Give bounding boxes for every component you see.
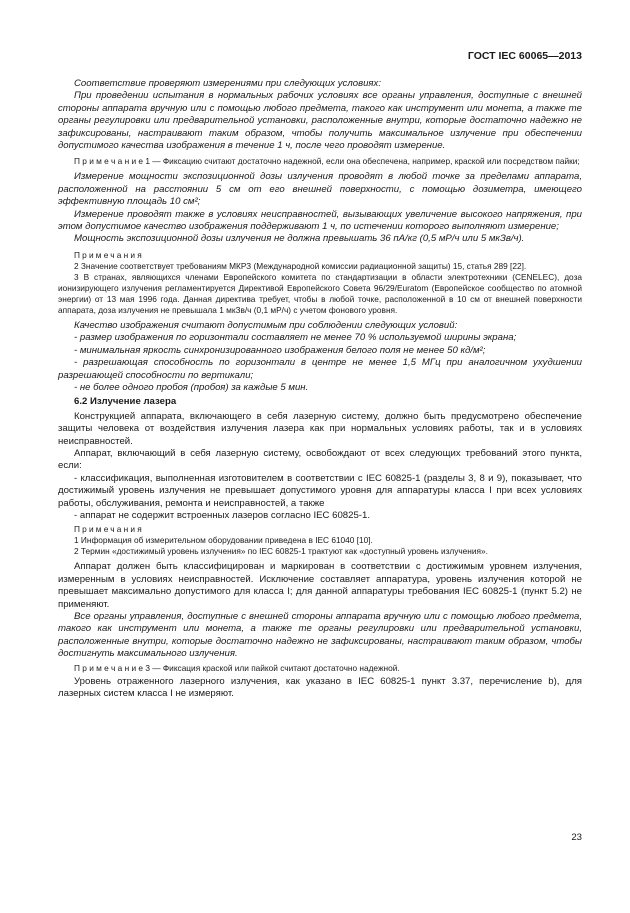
note-4: 1 Информация об измерительном оборудовании приведена в IEC 61040 [10]. — [74, 535, 373, 546]
paragraph: Конструкцией аппарата, включающего в себя лазерную систему, должно быть предусмотрено обеспечение защиты человека от воздействия излучения лазера как при нормальных условиях работы, так и в условиях неисправностей. — [58, 410, 582, 447]
paragraph: При проведении испытания в нормальных рабочих условиях все органы управления, доступные с внешней стороны аппарата вручную или с помощью любого предмета, такого как инструмент или монета, а также те органы регулировки или предварительной установки, расположенные внутри, которые достаточно надежно не зафиксированы, настраивают таким образом, чтобы получить максимальное излучение при обеспечении допустимого качества изображения в течение 1 ч, после чего проводят измерение. — [58, 90, 582, 152]
note-6 — [58, 663, 582, 674]
list-item: - размер изображения по горизонтали составляет не менее 70 % используемой ширины экрана; — [74, 332, 517, 344]
notes-heading: Примечания — [74, 524, 144, 535]
paragraph: Качество изображения считают допустимым при соблюдении следующих условий: — [74, 319, 458, 331]
list-item: - разрешающая способность по горизонтали в центре не менее 1,5 МГц при аналогичном ухудшении разрешающей способности по вертикали; — [58, 357, 582, 381]
document-header: ГОСТ IEC 60065—2013 — [467, 50, 582, 62]
paragraph: Измерение мощности экспозиционной дозы излучения проводят в любой точке за пределами аппарата, расположенной на расстоянии 5 см от его внешней поверхности, с помощью дозиметра, имеющего эффективную площадь 10 см²; — [58, 171, 582, 208]
paragraph: Аппарат должен быть классифицирован и маркирован в соответствии с достижимым уровнем излучения, измеренным в условиях неисправностей. Исключение составляет аппаратура, уровень излучения которой не превышает максимально допустимого для класса I; для данной аппаратуры требования IEC 60825-1 (пункт 5.2) не применяют. — [58, 561, 582, 610]
paragraph: Мощность экспозиционной дозы излучения не должна превышать 36 пА/кг (0,5 мР/ч или 5 мкЗв/ч). — [74, 233, 525, 245]
paragraph: Уровень отраженного лазерного излучения, как указано в IEC 60825-1 пункт 3.37, перечисление b), для лазерных систем класса I не измеряют. — [58, 675, 582, 700]
paragraph: Соответствие проверяют измерениями при следующих условиях: — [74, 78, 382, 89]
note-label: П р и м е ч а н и е 1 — [74, 156, 150, 167]
list-item: - аппарат не содержит встроенных лазеров согласно IEC 60825-1. — [74, 509, 370, 521]
note-label: П р и м е ч а н и е 3 — [74, 662, 150, 673]
paragraph: Измерение проводят также в условиях неисправностей, вызывающих увеличение высокого напряжения, при этом допустимое качество изображения поддерживают 1 ч, по истечении которого выполняют измерение; — [58, 208, 582, 233]
note-1 — [58, 156, 582, 167]
note-text: — Фиксация краской или пайкой считают достаточно надежной. — [149, 662, 400, 673]
paragraph: Все органы управления, доступные с внешней стороны аппарата вручную или с помощью любого предмета, такого как инструмент или монета, а также те органы регулировки или предварительной установки, расположенные внутри, которые достаточно надежно не зафиксированы, настраивают таким образом, чтобы достигнуть максимального излучения. — [58, 611, 582, 660]
note-2: 2 Значение соответствует требованиям МКРЗ (Международной комиссии радиационной защиты) 15, статья 289 [22]. — [74, 260, 527, 271]
note-5: 2 Термин «достижимый уровень излучения» по IEC 60825-1 трактуют как «доступный уровень излучения». — [74, 546, 488, 557]
notes-heading: Примечания — [74, 249, 144, 260]
note-3: 3 В странах, являющихся членами Европейского комитета по стандартизации в области электротехники (CENELEC), доза ионизирующего излучения регламентируется Директивой Европейского Совета 96/29/Euratom (Европейское сообщество по атомной энергии) от 13 мая 1996 года. Данная директива требует, чтобы в любой точке, расположенной в 10 см от внешней поверхности аппарата, доза излучения не превышала 1 мкЗв/ч (0,1 мР/ч) с учетом фонового уровня. — [58, 271, 582, 315]
section-heading: 6.2 Излучение лазера — [74, 396, 177, 408]
document-body — [58, 78, 582, 700]
list-item: - не более одного пробоя (пробоя) за каждые 5 мин. — [74, 381, 309, 393]
list-item: - классификация, выполненная изготовителем в соответствии с IEC 60825-1 (разделы 3, 8 и 9), показывает, что достижимый уровень излучения не превышает допустимого уровня для аппаратуры класса I при всех условиях работы, обслуживания, ремонта и неисправностей, а также — [58, 472, 582, 509]
page-number: 23 — [571, 832, 582, 843]
list-item: - минимальная яркость синхронизированного изображения белого поля не менее 50 кд/м²; — [74, 344, 486, 356]
paragraph: Аппарат, включающий в себя лазерную систему, освобождают от всех следующих требований этого пункта, если: — [58, 447, 582, 472]
note-text: — Фиксацию считают достаточно надежной, если она обеспечена, например, краской или посредством пайки; — [149, 156, 580, 167]
